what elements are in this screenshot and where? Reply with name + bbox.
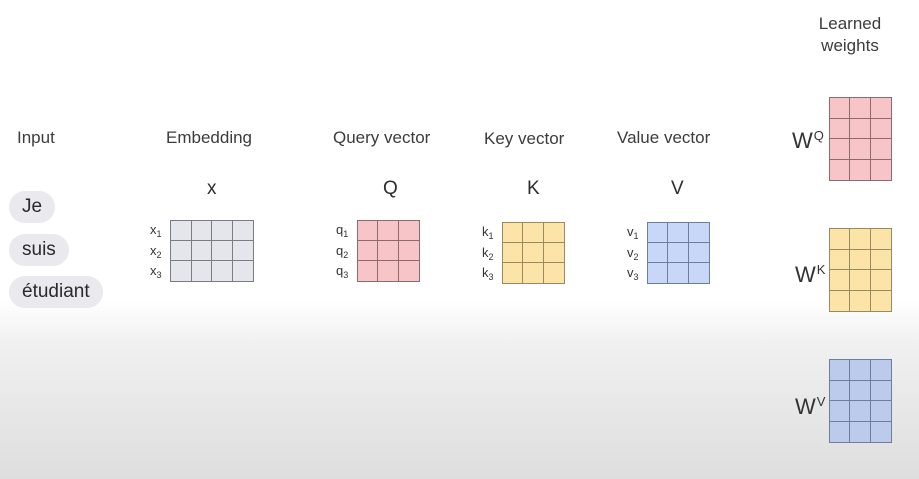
matrix-cell — [871, 139, 891, 160]
matrix-cell — [233, 261, 254, 281]
row-label: $v_3$ — [627, 265, 639, 282]
matrix-cell — [171, 261, 192, 281]
matrix-cell — [850, 291, 870, 312]
matrix-cell — [871, 360, 891, 381]
query-row-labels — [336, 220, 358, 282]
matrix-cell — [523, 243, 543, 263]
row-label: $v_2$ — [627, 244, 639, 262]
wk-matrix — [829, 228, 892, 312]
matrix-cell — [830, 139, 850, 160]
matrix-cell — [648, 223, 668, 243]
matrix-cell — [358, 261, 378, 281]
matrix-cell — [358, 241, 378, 261]
wq-label — [792, 128, 824, 154]
wv-sup: V — [816, 394, 826, 409]
matrix-cell — [850, 119, 870, 140]
embedding-symbol: x — [207, 178, 217, 199]
wv-label — [795, 394, 825, 420]
token-je: Je — [9, 191, 55, 223]
matrix-cell — [850, 270, 870, 291]
row-label: $q_3$ — [336, 263, 349, 280]
matrix-cell — [871, 229, 891, 250]
row-label: $k_2$ — [482, 244, 494, 262]
matrix-cell — [830, 401, 850, 422]
matrix-cell — [378, 241, 398, 261]
row-label: $q_2$ — [336, 242, 349, 260]
wk-label — [795, 262, 825, 288]
wq-base: W — [792, 128, 813, 153]
key-symbol: K — [527, 178, 540, 199]
matrix-cell — [830, 250, 850, 271]
matrix-cell — [668, 243, 688, 263]
row-label: $x_3$ — [150, 263, 162, 280]
matrix-cell — [850, 360, 870, 381]
matrix-cell — [830, 422, 850, 443]
matrix-cell — [358, 221, 378, 241]
matrix-cell — [544, 223, 564, 243]
matrix-cell — [192, 241, 213, 261]
matrix-cell — [871, 422, 891, 443]
matrix-cell — [192, 261, 213, 281]
matrix-cell — [830, 360, 850, 381]
matrix-cell — [212, 261, 233, 281]
matrix-cell — [689, 243, 709, 263]
matrix-cell — [523, 223, 543, 243]
value-matrix — [647, 222, 710, 284]
matrix-cell — [850, 98, 870, 119]
row-label: $x_2$ — [150, 242, 162, 260]
matrix-cell — [830, 381, 850, 402]
value-symbol: V — [671, 178, 684, 199]
matrix-cell — [871, 160, 891, 181]
wv-matrix — [829, 359, 892, 443]
matrix-cell — [871, 381, 891, 402]
matrix-cell — [378, 221, 398, 241]
matrix-cell — [850, 422, 870, 443]
embedding-row-labels — [150, 220, 172, 282]
matrix-cell — [378, 261, 398, 281]
matrix-cell — [871, 291, 891, 312]
query-symbol: Q — [383, 178, 398, 199]
matrix-cell — [212, 221, 233, 241]
matrix-cell — [850, 229, 870, 250]
matrix-cell — [871, 401, 891, 422]
matrix-cell — [648, 243, 668, 263]
matrix-cell — [689, 263, 709, 283]
matrix-cell — [830, 119, 850, 140]
row-label: $k_1$ — [482, 224, 494, 241]
matrix-cell — [871, 98, 891, 119]
wq-sup: Q — [813, 128, 824, 143]
key-vector-header: Key vector — [484, 129, 565, 148]
matrix-cell — [212, 241, 233, 261]
matrix-cell — [871, 270, 891, 291]
matrix-cell — [648, 263, 668, 283]
token-suis: suis — [9, 234, 69, 266]
wv-base: W — [795, 394, 816, 419]
query-vector-header: Query vector — [333, 128, 431, 147]
matrix-cell — [668, 263, 688, 283]
matrix-cell — [503, 263, 523, 283]
learned-weights-header — [800, 13, 900, 57]
matrix-cell — [171, 221, 192, 241]
row-label: $v_1$ — [627, 224, 639, 241]
wq-matrix — [829, 97, 892, 181]
matrix-cell — [399, 261, 419, 281]
matrix-cell — [192, 221, 213, 241]
matrix-cell — [233, 221, 254, 241]
matrix-cell — [871, 119, 891, 140]
embedding-header: Embedding — [166, 128, 253, 147]
row-label: $x_1$ — [150, 222, 162, 239]
matrix-cell — [850, 250, 870, 271]
matrix-cell — [503, 223, 523, 243]
matrix-cell — [399, 221, 419, 241]
wk-sup: K — [816, 262, 826, 277]
matrix-cell — [850, 139, 870, 160]
wk-base: W — [795, 262, 816, 287]
input-header: Input — [17, 128, 55, 147]
key-row-labels — [482, 222, 504, 284]
matrix-cell — [399, 241, 419, 261]
matrix-cell — [503, 243, 523, 263]
matrix-cell — [233, 241, 254, 261]
matrix-cell — [850, 160, 870, 181]
matrix-cell — [544, 243, 564, 263]
matrix-cell — [668, 223, 688, 243]
token-etudiant: étudiant — [9, 276, 103, 308]
learned-weights-line1: Learned — [818, 14, 882, 33]
matrix-cell — [523, 263, 543, 283]
matrix-cell — [830, 270, 850, 291]
matrix-cell — [830, 229, 850, 250]
row-label: $q_1$ — [336, 222, 349, 239]
matrix-cell — [830, 160, 850, 181]
matrix-cell — [544, 263, 564, 283]
matrix-cell — [871, 250, 891, 271]
query-matrix — [357, 220, 420, 282]
matrix-cell — [689, 223, 709, 243]
row-label: $k_3$ — [482, 265, 494, 282]
matrix-cell — [850, 401, 870, 422]
embedding-matrix — [170, 220, 254, 282]
value-row-labels — [627, 222, 649, 284]
matrix-cell — [830, 291, 850, 312]
learned-weights-line2: weights — [821, 36, 879, 55]
value-vector-header: Value vector — [617, 128, 711, 147]
matrix-cell — [171, 241, 192, 261]
matrix-cell — [830, 98, 850, 119]
matrix-cell — [850, 381, 870, 402]
key-matrix — [502, 222, 565, 284]
